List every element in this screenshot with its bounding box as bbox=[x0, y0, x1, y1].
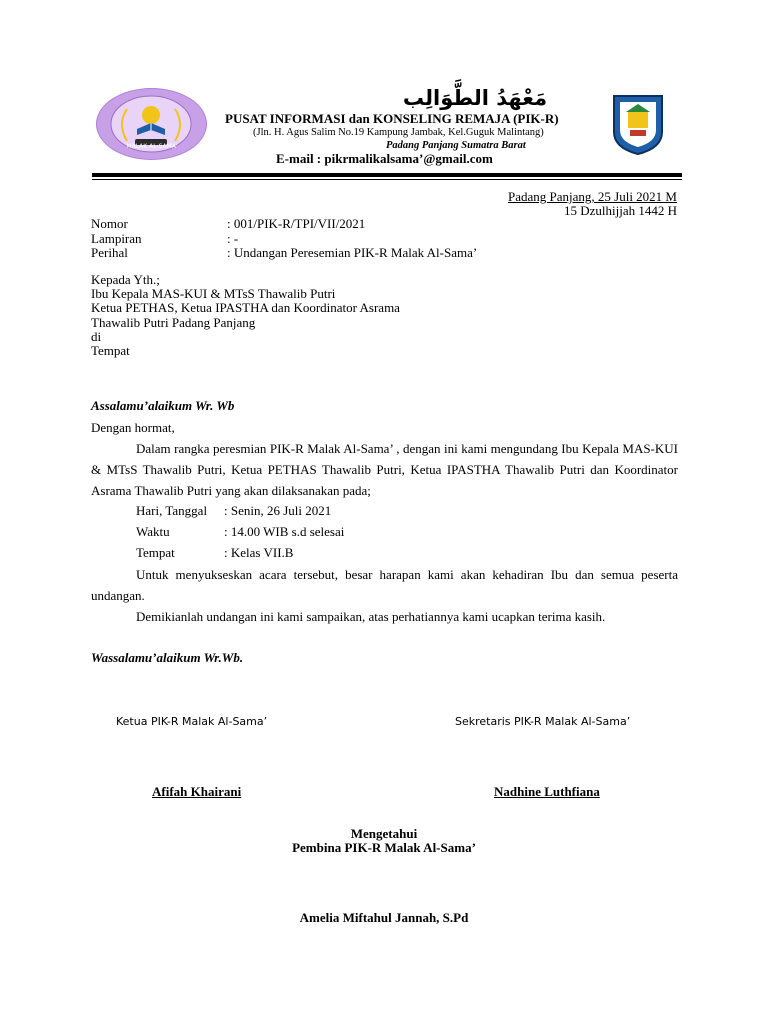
detail-label-date: Hari, Tanggal bbox=[136, 503, 208, 518]
recipient-line: Ketua PETHAS, Ketua IPASTHA dan Koordinator Asrama bbox=[91, 300, 400, 315]
body-paragraph-closing: Demikianlah undangan ini kami sampaikan, atas perhatiannya kami ucapkan terima kasih. bbox=[136, 609, 606, 624]
opening-greeting: Assalamu’alaikum Wr. Wb bbox=[91, 398, 235, 413]
body-paragraph-invitation: Dalam rangka peresmian PIK-R Malak Al-Sama’ , dengan ini kami mengundang Ibu Kepala MAS-KUI & MTsS Thawalib Putri, Ketua PETHAS Thawalib Putri, Ketua IPASTHA Thawalib Putri dan Koordinator Asrama Thawalib Putri yang akan dilaksanakan pada; bbox=[91, 441, 678, 498]
recipient-line: Tempat bbox=[91, 343, 130, 358]
date-gregorian: Padang Panjang, 25 Juli 2021 M bbox=[508, 189, 677, 204]
signature-name-secretary: Nadhine Luthfiana bbox=[494, 784, 600, 799]
school-emblem-graphic bbox=[610, 92, 666, 156]
meta-value-lampiran: : - bbox=[227, 231, 239, 246]
detail-value-time: : 14.00 WIB s.d selesai bbox=[224, 524, 345, 539]
recipient-line: Kepada Yth.; bbox=[91, 272, 160, 287]
closing-greeting: Wassalamu’alaikum Wr.Wb. bbox=[91, 650, 244, 665]
detail-value-place: : Kelas VII.B bbox=[224, 545, 294, 560]
org-city: Padang Panjang Sumatra Barat bbox=[386, 140, 526, 151]
letterhead-rule-thick bbox=[92, 173, 682, 177]
recipient-line: di bbox=[91, 329, 102, 344]
meta-value-nomor: : 001/PIK-R/TPI/VII/2021 bbox=[227, 216, 366, 231]
acknowledgement-name: Amelia Miftahul Jannah, S.Pd bbox=[299, 910, 469, 925]
signature-title-secretary: Sekretaris PIK-R Malak Al-Sama’ bbox=[455, 715, 631, 728]
pikr-logo-text: MALAK AL-SAMA' bbox=[126, 143, 178, 150]
detail-label-time: Waktu bbox=[136, 524, 170, 539]
salutation: Dengan hormat, bbox=[91, 420, 175, 435]
body-paragraph-hope: Untuk menyukseskan acara tersebut, besar harapan kami akan kehadiran Ibu dan semua peserta undangan. bbox=[91, 567, 678, 603]
meta-label-lampiran: Lampiran bbox=[91, 231, 142, 246]
recipient-line: Thawalib Putri Padang Panjang bbox=[91, 315, 256, 330]
acknowledgement-label: Mengetahui bbox=[350, 826, 418, 841]
org-email: E-mail : pikrmalikalsama’@gmail.com bbox=[276, 151, 493, 166]
letterhead-rule-thin bbox=[92, 179, 682, 180]
org-name: PUSAT INFORMASI dan KONSELING REMAJA (PIK-R) bbox=[225, 111, 559, 126]
school-emblem bbox=[610, 92, 666, 156]
signature-name-chair: Afifah Khairani bbox=[152, 784, 242, 799]
acknowledgement-title: Pembina PIK-R Malak Al-Sama’ bbox=[292, 840, 476, 855]
signature-title-chair: Ketua PIK-R Malak Al-Sama’ bbox=[116, 715, 268, 728]
org-address: (Jln. H. Agus Salim No.19 Kampung Jambak, Kel.Guguk Malintang) bbox=[253, 127, 544, 138]
recipient-line: Ibu Kepala MAS-KUI & MTsS Thawalib Putri bbox=[91, 286, 336, 301]
date-hijri: 15 Dzulhijjah 1442 H bbox=[563, 203, 677, 218]
meta-label-perihal: Perihal bbox=[91, 245, 128, 260]
arabic-title: مَعْهَدُ الطَّوَالِب bbox=[402, 86, 548, 110]
meta-value-perihal: : Undangan Peresemian PIK-R Malak Al-Sama’ bbox=[227, 245, 478, 260]
detail-value-date: : Senin, 26 Juli 2021 bbox=[224, 503, 332, 518]
detail-label-place: Tempat bbox=[136, 545, 175, 560]
meta-label-nomor: Nomor bbox=[91, 216, 128, 231]
